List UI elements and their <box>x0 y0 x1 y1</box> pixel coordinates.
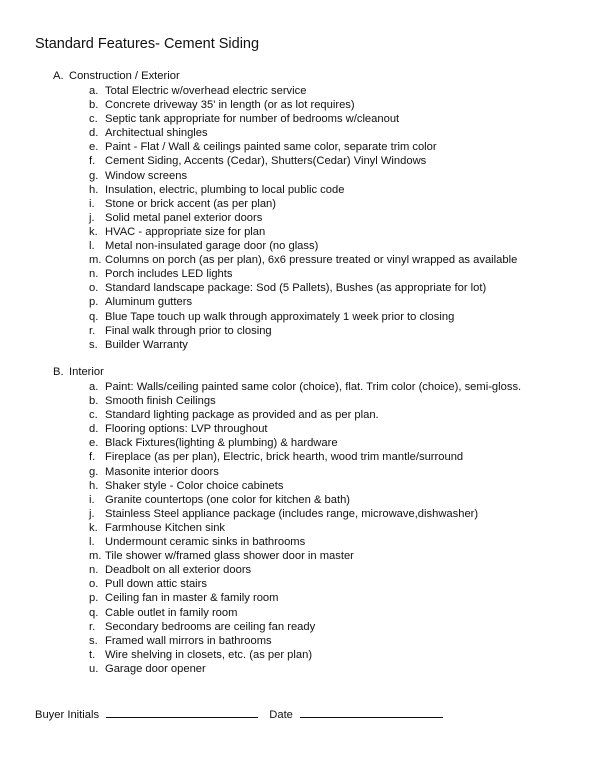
list-item-text: Total Electric w/overhead electric service <box>105 85 307 97</box>
list-item-letter: d. <box>89 127 99 140</box>
list-item-text: Wire shelving in closets, etc. (as per plan) <box>105 648 313 661</box>
list-item-letter: g. <box>89 169 99 182</box>
list-item-letter: n. <box>89 268 99 281</box>
list-item-text: Undermount ceramic sinks in bathrooms <box>105 536 306 549</box>
section-heading-construction <box>53 70 180 82</box>
list-item-text: Paint - Flat / Wall & ceilings painted same color, separate trim color <box>105 141 437 154</box>
list-item <box>0 436 593 450</box>
list-item-text: Paint: Walls/ceiling painted same color (choice), flat. Trim color (choice), semi-gloss. <box>105 381 522 393</box>
list-item-text: Standard lighting package as provided and as per plan. <box>105 409 379 422</box>
list-item-text: Framed wall mirrors in bathrooms <box>105 634 272 647</box>
list-item-text: Cement Siding, Accents (Cedar), Shutters(Cedar) Vinyl Windows <box>105 155 427 168</box>
list-item-text: Masonite interior doors <box>105 465 219 478</box>
list-item <box>0 422 593 436</box>
list-item-text: Shaker style - Color choice cabinets <box>105 479 284 492</box>
list-item-letter: c. <box>89 409 98 422</box>
section-title: Construction / Exterior <box>69 70 180 82</box>
list-item-letter: j. <box>89 211 95 224</box>
list-item <box>0 648 593 662</box>
list-item <box>0 549 593 563</box>
list-item <box>0 140 593 154</box>
list-item-letter: e. <box>89 141 99 154</box>
list-item-text: Deadbolt on all exterior doors <box>105 564 252 577</box>
date-field[interactable] <box>300 707 443 718</box>
list-item <box>0 98 593 112</box>
list-item-letter: s. <box>89 634 98 647</box>
list-item <box>0 507 593 521</box>
list-item-text: Fireplace (as per plan), Electric, brick hearth, wood trim mantle/surround <box>105 451 464 464</box>
list-item-letter: c. <box>89 113 98 126</box>
list-item <box>0 521 593 535</box>
list-item-letter: o. <box>89 578 99 591</box>
list-item-letter: m. <box>89 550 102 563</box>
list-item-text: Columns on porch (as per plan), 6x6 pressure treated or vinyl wrapped as available <box>105 254 518 267</box>
list-item-letter: p. <box>89 592 99 605</box>
list-item-letter: d. <box>89 423 99 436</box>
list-item-text: Insulation, electric, plumbing to local public code <box>105 183 345 196</box>
list-item-text: Farmhouse Kitchen sink <box>105 521 226 534</box>
list-item <box>0 197 593 211</box>
list-item-text: Concrete driveway 35' in length (or as lot requires) <box>105 99 355 112</box>
list-item-text: Window screens <box>105 169 188 182</box>
list-item-letter: l. <box>89 240 95 253</box>
list-item <box>0 126 593 140</box>
list-item-letter: r. <box>89 620 96 633</box>
list-item <box>0 408 593 422</box>
list-item-letter: q. <box>89 606 99 619</box>
list-item <box>0 183 593 197</box>
page-title: Standard Features- Cement Siding <box>35 36 260 52</box>
list-item-text: Builder Warranty <box>105 338 188 351</box>
list-item <box>0 84 593 98</box>
signature-footer <box>35 707 443 721</box>
buyer-initials-label: Buyer Initials <box>35 709 100 721</box>
list-item-text: Secondary bedrooms are ceiling fan ready <box>105 620 316 633</box>
list-item <box>0 169 593 183</box>
list-item-text: Stone or brick accent (as per plan) <box>105 197 277 210</box>
list-item-letter: i. <box>89 493 95 506</box>
list-item <box>0 112 593 126</box>
list-item-letter: s. <box>89 338 98 351</box>
list-item-letter: r. <box>89 324 96 337</box>
list-item <box>0 239 593 253</box>
list-item-letter: b. <box>89 99 99 112</box>
list-item-text: Granite countertops (one color for kitchen & bath) <box>105 493 351 506</box>
interior-feature-list <box>0 380 593 676</box>
list-item-text: Cable outlet in family room <box>105 606 238 619</box>
list-item-text: Metal non-insulated garage door (no glass) <box>105 240 319 253</box>
list-item-letter: h. <box>89 183 99 196</box>
list-item-text: Solid metal panel exterior doors <box>105 211 263 224</box>
list-item <box>0 634 593 648</box>
list-item <box>0 563 593 577</box>
list-item-letter: i. <box>89 197 95 210</box>
list-item-text: Stainless Steel appliance package (includes range, microwave,dishwasher) <box>105 507 479 520</box>
list-item-letter: f. <box>89 451 96 464</box>
list-item <box>0 450 593 464</box>
list-item <box>0 310 593 324</box>
section-label: B. <box>53 366 64 378</box>
list-item-text: Porch includes LED lights <box>105 268 233 281</box>
list-item <box>0 253 593 267</box>
list-item-text: Tile shower w/framed glass shower door in master <box>105 550 354 563</box>
list-item <box>0 267 593 281</box>
list-item <box>0 295 593 309</box>
list-item <box>0 225 593 239</box>
list-item-text: Aluminum gutters <box>105 296 193 309</box>
list-item <box>0 324 593 338</box>
list-item <box>0 465 593 479</box>
section-label: A. <box>53 70 64 82</box>
list-item <box>0 662 593 676</box>
list-item-letter: j. <box>89 507 95 520</box>
list-item <box>0 591 593 605</box>
list-item-letter: k. <box>89 225 98 238</box>
list-item-letter: q. <box>89 310 99 323</box>
list-item-letter: k. <box>89 521 98 534</box>
list-item <box>0 606 593 620</box>
list-item <box>0 620 593 634</box>
list-item <box>0 154 593 168</box>
list-item-text: Final walk through prior to closing <box>105 324 272 337</box>
list-item-letter: a. <box>89 85 99 97</box>
list-item-letter: u. <box>89 662 99 675</box>
list-item-letter: t. <box>89 648 96 661</box>
list-item-text: Flooring options: LVP throughout <box>105 423 268 436</box>
list-item-letter: p. <box>89 296 99 309</box>
list-item <box>0 577 593 591</box>
section-title: Interior <box>69 366 104 378</box>
list-item-letter: m. <box>89 254 102 267</box>
list-item <box>0 394 593 408</box>
list-item <box>0 338 593 352</box>
list-item <box>0 479 593 493</box>
list-item <box>0 535 593 549</box>
list-item-letter: o. <box>89 282 99 295</box>
list-item <box>0 493 593 507</box>
list-item-text: Pull down attic stairs <box>105 578 207 591</box>
list-item-text: Blue Tape touch up walk through approximately 1 week prior to closing <box>105 310 455 323</box>
list-item-text: Ceiling fan in master & family room <box>105 592 279 605</box>
list-item-letter: n. <box>89 564 99 577</box>
list-item <box>0 281 593 295</box>
list-item-letter: g. <box>89 465 99 478</box>
list-item-text: Black Fixtures(lighting & plumbing) & hardware <box>105 437 338 450</box>
list-item-text: HVAC - appropriate size for plan <box>105 225 266 238</box>
list-item-text: Garage door opener <box>105 662 206 675</box>
list-item-text: Smooth finish Ceilings <box>105 395 216 408</box>
buyer-initials-field[interactable] <box>106 707 258 718</box>
construction-feature-list <box>0 84 593 352</box>
list-item-letter: h. <box>89 479 99 492</box>
list-item-letter: l. <box>89 536 95 549</box>
list-item-text: Septic tank appropriate for number of bedrooms w/cleanout <box>105 113 400 126</box>
list-item-letter: b. <box>89 395 99 408</box>
list-item-letter: a. <box>89 381 99 393</box>
list-item-text: Architectual shingles <box>105 127 208 140</box>
list-item <box>0 380 593 394</box>
list-item-text: Standard landscape package: Sod (5 Pallets), Bushes (as appropriate for lot) <box>105 282 487 295</box>
date-label: Date <box>269 709 293 721</box>
section-heading-interior <box>53 366 104 378</box>
list-item <box>0 211 593 225</box>
list-item-letter: e. <box>89 437 99 450</box>
list-item-letter: f. <box>89 155 96 168</box>
